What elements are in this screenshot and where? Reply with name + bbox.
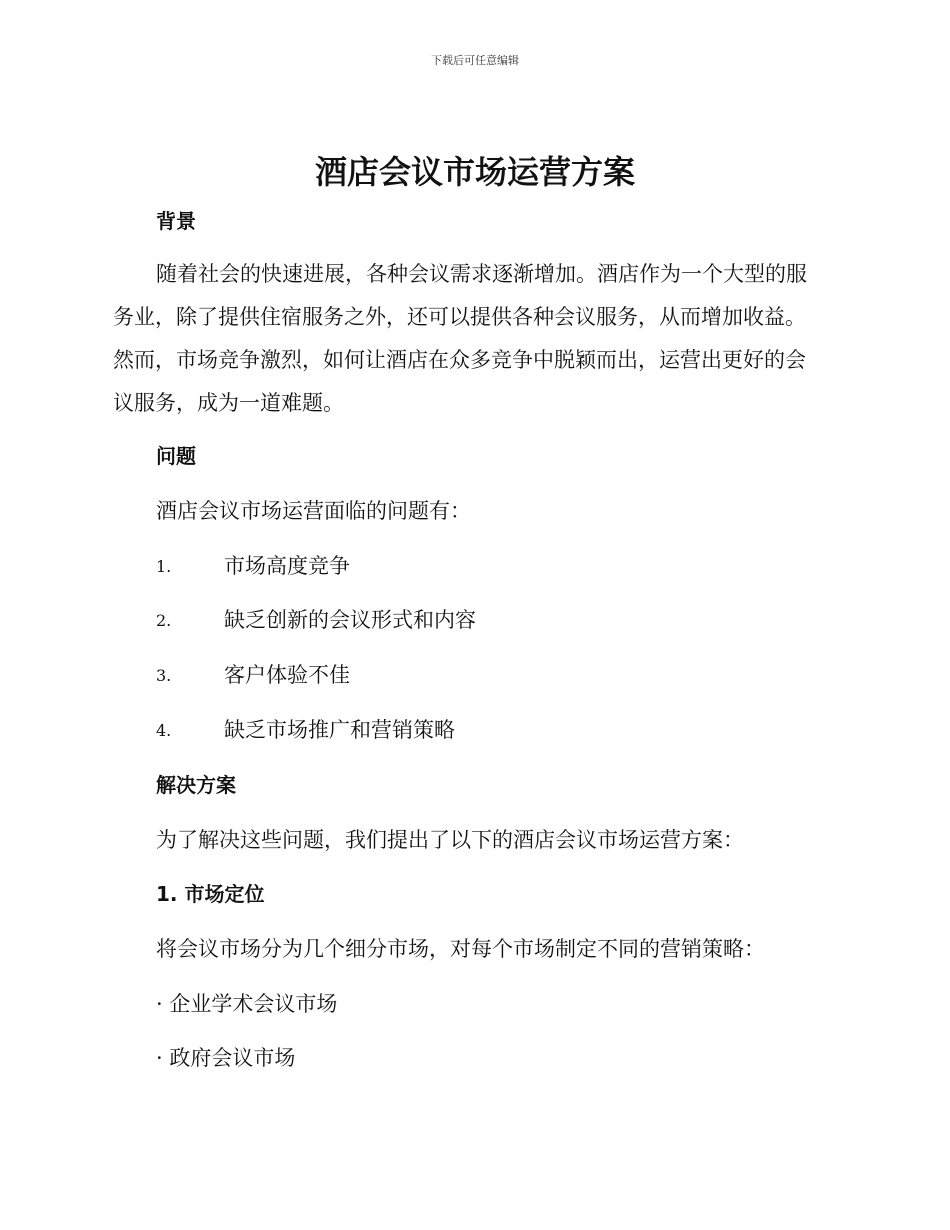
paragraph-line: 然而，市场竞争激烈，如何让酒店在众多竞争中脱颖而出，运营出更好的会 xyxy=(113,348,806,372)
bullet-item: · 政府会议市场 xyxy=(156,1046,296,1070)
solutions-intro: 为了解决这些问题，我们提出了以下的酒店会议市场运营方案： xyxy=(156,828,744,852)
background-paragraph xyxy=(113,253,843,425)
section-heading-problems: 问题 xyxy=(156,444,196,468)
market-positioning-intro: 将会议市场分为几个细分市场，对每个市场制定不同的营销策略： xyxy=(156,937,765,961)
problems-intro: 酒店会议市场运营面临的问题有： xyxy=(156,499,471,523)
list-text: 缺乏市场推广和营销策略 xyxy=(224,718,455,742)
section-heading-solutions: 解决方案 xyxy=(156,773,236,797)
list-text: 客户体验不佳 xyxy=(224,663,350,687)
list-text: 缺乏创新的会议形式和内容 xyxy=(224,608,476,632)
header-note: 下载后可任意编辑 xyxy=(431,54,519,67)
paragraph-line: 务业，除了提供住宿服务之外，还可以提供各种会议服务，从而增加收益。 xyxy=(113,305,806,329)
list-number: 3. xyxy=(156,666,172,685)
list-text: 市场高度竞争 xyxy=(224,554,350,578)
section-heading-background: 背景 xyxy=(156,209,196,233)
list-number: 1. xyxy=(156,557,172,576)
document-title: 酒店会议市场运营方案 xyxy=(314,153,635,191)
paragraph-line: 议服务，成为一道难题。 xyxy=(113,391,344,415)
paragraph-line: 随着社会的快速进展，各种会议需求逐渐增加。酒店作为一个大型的服 xyxy=(156,262,807,286)
list-number: 4. xyxy=(156,721,172,740)
bullet-item: · 企业学术会议市场 xyxy=(156,992,338,1016)
list-number: 2. xyxy=(156,611,172,630)
subsection-heading-market-positioning: 1. 市场定位 xyxy=(156,882,265,906)
